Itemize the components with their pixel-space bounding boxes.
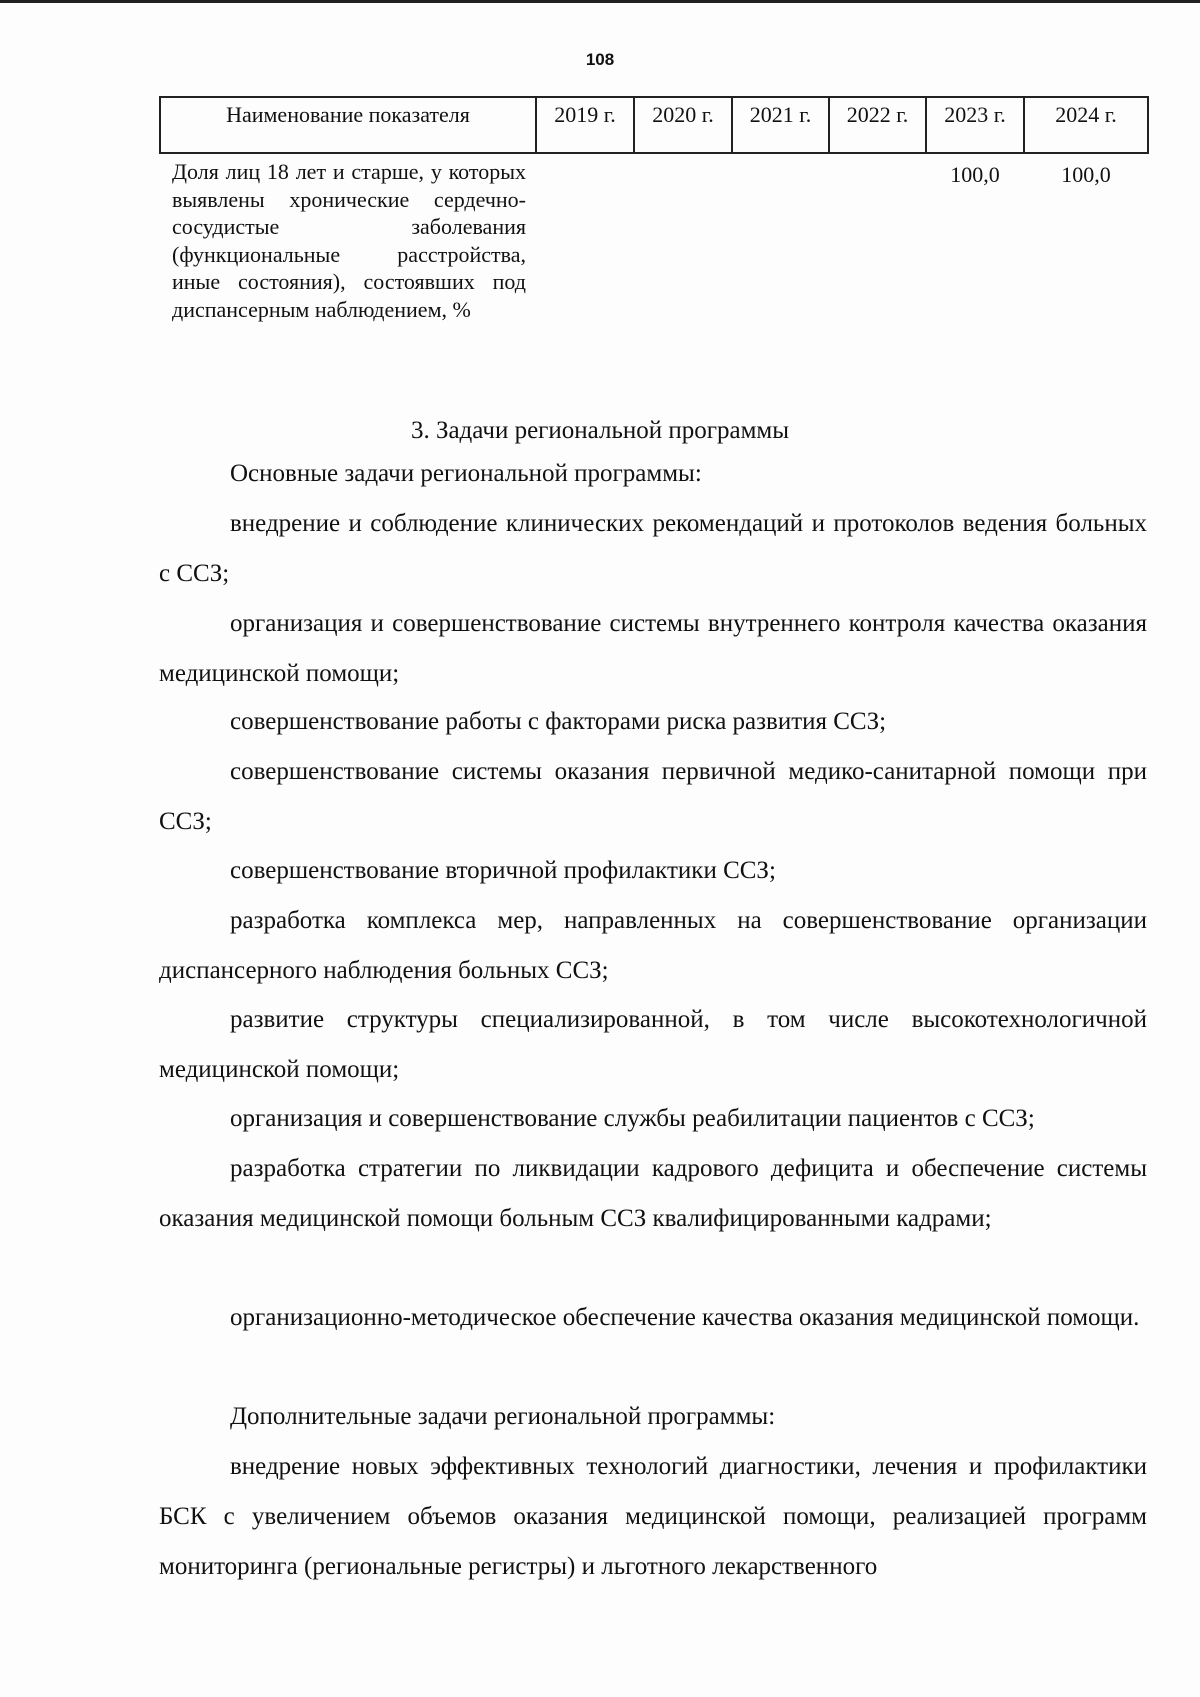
paragraph-main-tasks-intro: Основные задачи региональной программы: bbox=[230, 460, 702, 487]
paragraph-task-clinical-guidelines: внедрение и соблюдение клинических рекомендаций и протоколов ведения больных с ССЗ; bbox=[159, 510, 1147, 587]
header-indicator-name: Наименование показателя bbox=[160, 97, 536, 153]
paragraph-task-primary-care: совершенствование системы оказания первичной медико-санитарной помощи при ССЗ; bbox=[159, 758, 1147, 835]
header-year-2023: 2023 г. bbox=[926, 97, 1024, 153]
paragraph-task-methodological-support: организационно-методическое обеспечение качества оказания медицинской помощи. bbox=[230, 1304, 1140, 1331]
header-year-2020: 2020 г. bbox=[634, 97, 732, 153]
value-2021 bbox=[732, 153, 829, 323]
indicators-table bbox=[159, 96, 1149, 323]
paragraph-task-risk-factors: совершенствование работы с факторами риска развития ССЗ; bbox=[230, 708, 887, 735]
page-top-edge bbox=[0, 0, 1200, 3]
indicator-name-cell: Доля лиц 18 лет и старше, у которых выявлены хронические сердечно-сосудистые заболевания (функциональные расстройства, иные состояния), состоявших под диспансерным наблюдением, % bbox=[172, 159, 526, 322]
paragraph-additional-tasks-intro: Дополнительные задачи региональной программы: bbox=[230, 1403, 776, 1430]
paragraph-task-staffing: разработка стратегии по ликвидации кадрового дефицита и обеспечение системы оказания медицинской помощи больным ССЗ квалифицированными кадрами; bbox=[159, 1155, 1147, 1232]
value-2019 bbox=[536, 153, 634, 323]
header-year-2019: 2019 г. bbox=[536, 97, 634, 153]
value-2020 bbox=[634, 153, 732, 323]
paragraph-task-quality-control: организация и совершенствование системы внутреннего контроля качества оказания медицинской помощи; bbox=[159, 610, 1147, 687]
header-year-2021: 2021 г. bbox=[732, 97, 829, 153]
paragraph-task-new-technologies: внедрение новых эффективных технологий диагностики, лечения и профилактики БСК с увеличением объемов оказания медицинской помощи, реализацией программ мониторинга (региональные регистры) и льготного лекарственного bbox=[159, 1453, 1147, 1580]
header-year-2022: 2022 г. bbox=[829, 97, 926, 153]
value-2022 bbox=[829, 153, 926, 323]
page-number: 108 bbox=[585, 50, 615, 69]
paragraph-task-dispensary-observation: разработка комплекса мер, направленных на совершенствование организации диспансерного наблюдения больных ССЗ; bbox=[159, 907, 1147, 984]
section-title: 3. Задачи региональной программы bbox=[410, 417, 790, 444]
value-2024: 100,0 bbox=[1061, 162, 1111, 187]
table-header-row bbox=[160, 97, 1148, 153]
paragraph-task-rehabilitation: организация и совершенствование службы реабилитации пациентов с ССЗ; bbox=[230, 1105, 1035, 1132]
value-2023: 100,0 bbox=[950, 162, 1000, 187]
table-row bbox=[160, 153, 1148, 323]
paragraph-task-secondary-prevention: совершенствование вторичной профилактики ССЗ; bbox=[230, 857, 776, 884]
paragraph-task-specialized-care: развитие структуры специализированной, в том числе высокотехнологичной медицинской помощи; bbox=[159, 1006, 1147, 1083]
header-year-2024: 2024 г. bbox=[1024, 97, 1148, 153]
